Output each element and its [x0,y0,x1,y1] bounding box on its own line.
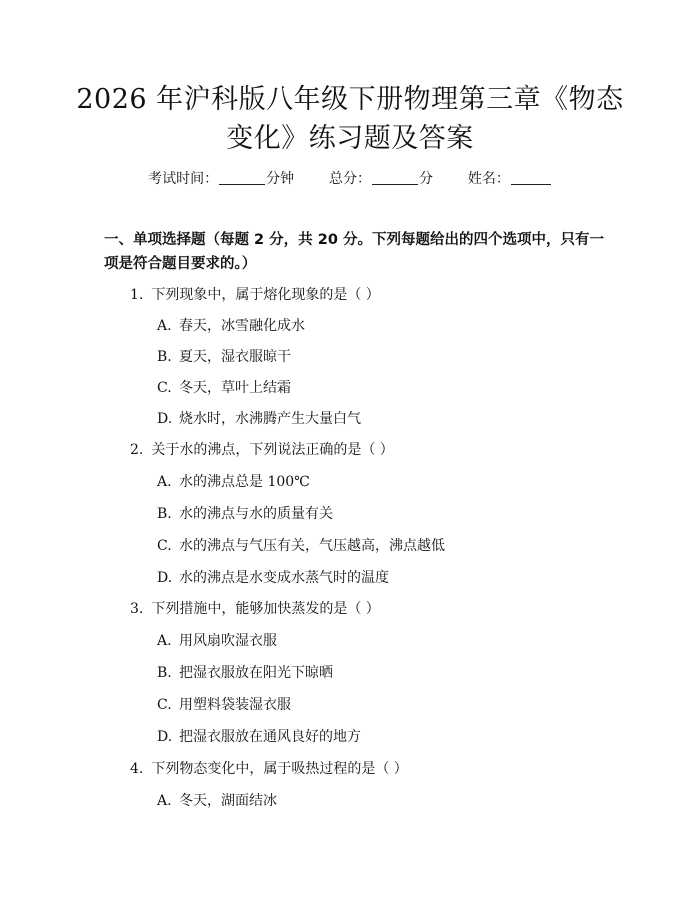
option-letter: A. [157,318,172,334]
question-1-option-a[interactable] [157,316,305,336]
question-text: 关于水的沸点，下列说法正确的是（ ） [151,442,394,458]
section-heading: 一、单项选择题（每题 2 分，共 20 分。下列每题给出的四个选项中，只有一项是符合题目要求的。） [104,232,604,272]
option-text: 水的沸点总是 100℃ [179,474,310,490]
option-letter: C. [157,380,172,396]
question-2-option-b[interactable] [157,504,333,524]
option-letter: B. [157,349,172,365]
option-letter: C. [157,697,172,713]
question-2-option-a[interactable] [157,472,310,492]
question-4 [130,759,408,779]
question-text: 下列现象中，属于熔化现象的是（ ） [151,287,380,303]
time-label: 考试时间： [148,171,219,187]
question-3 [130,599,380,619]
question-number: 3. [130,601,144,617]
option-letter: A. [157,633,172,649]
option-text: 水的沸点是水变成水蒸气时的温度 [179,570,389,586]
question-1 [130,285,380,305]
question-number: 1. [130,287,144,303]
question-2-option-c[interactable] [157,536,445,556]
option-letter: B. [157,665,172,681]
option-text: 夏天，湿衣服晾干 [179,349,291,365]
option-letter: D. [157,570,173,586]
option-letter: A. [157,793,172,809]
question-1-option-b[interactable] [157,347,291,367]
option-letter: A. [157,474,172,490]
option-text: 水的沸点与水的质量有关 [179,506,333,522]
question-text: 下列措施中，能够加快蒸发的是（ ） [151,601,380,617]
option-text: 春天，冰雪融化成水 [179,318,305,334]
option-letter: B. [157,506,172,522]
option-text: 烧水时，水沸腾产生大量白气 [179,411,361,427]
option-text: 用塑料袋装湿衣服 [179,697,291,713]
question-3-option-d[interactable] [157,727,361,747]
question-number: 4. [130,761,144,777]
question-number: 2. [130,442,144,458]
option-text: 把湿衣服放在阳光下晾晒 [179,665,333,681]
option-text: 用风扇吹湿衣服 [179,633,277,649]
question-3-option-b[interactable] [157,663,333,683]
option-text: 冬天，草叶上结霜 [179,380,291,396]
page-title-line-2: 变化》练习题及答案 [226,123,474,154]
name-blank[interactable] [511,170,551,185]
score-unit: 分 [419,171,433,187]
question-1-option-c[interactable] [157,378,291,398]
question-3-option-a[interactable] [157,631,277,651]
option-text: 把湿衣服放在通风良好的地方 [179,729,361,745]
option-letter: C. [157,538,172,554]
question-2-option-d[interactable] [157,568,389,588]
page-title-line-1: 2026 年沪科版八年级下册物理第三章《物态 [76,84,624,115]
option-letter: D. [157,729,173,745]
time-unit: 分钟 [266,171,295,187]
question-4-option-a[interactable] [157,791,277,811]
exam-info-line [0,168,700,188]
option-text: 水的沸点与气压有关，气压越高，沸点越低 [179,538,445,554]
option-letter: D. [157,411,173,427]
question-2 [130,440,394,460]
time-blank[interactable] [219,170,265,185]
question-text: 下列物态变化中，属于吸热过程的是（ ） [151,761,408,777]
question-3-option-c[interactable] [157,695,291,715]
score-label: 总分： [329,171,371,187]
question-1-option-d[interactable] [157,409,361,429]
score-blank[interactable] [372,170,418,185]
name-label: 姓名： [467,171,510,187]
option-text: 冬天，湖面结冰 [179,793,277,809]
